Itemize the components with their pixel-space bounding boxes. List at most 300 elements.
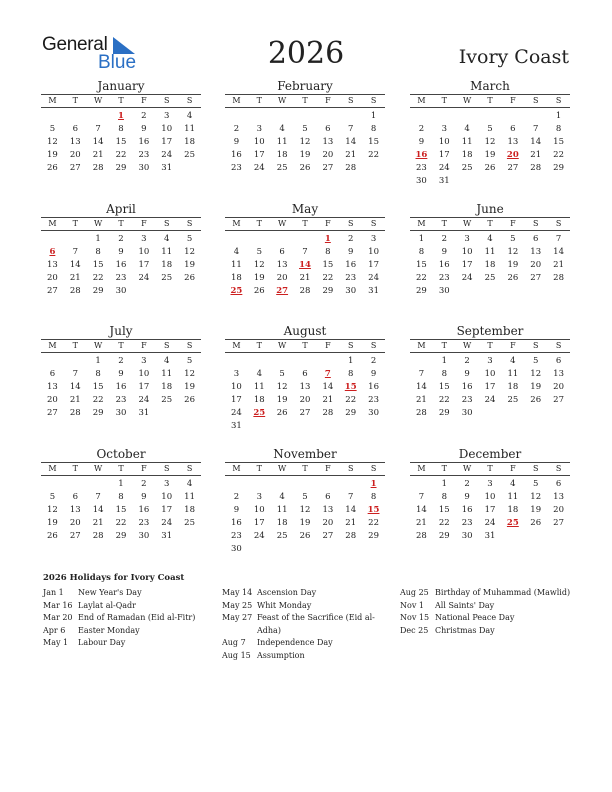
day-cell: 30 <box>138 531 150 541</box>
day-cell: 22 <box>115 150 127 160</box>
weekday-label: T <box>256 219 262 228</box>
weekday-label: F <box>141 341 147 350</box>
day-cell: 6 <box>49 369 56 379</box>
day-cell: 11 <box>276 137 288 147</box>
day-cell: 26 <box>47 163 58 173</box>
day-cell: 7 <box>418 369 425 379</box>
day-cell: 9 <box>464 369 470 379</box>
weekday-header <box>410 94 570 108</box>
empty-day-cell <box>87 478 110 491</box>
day-cell: 29 <box>345 408 357 418</box>
weekday-label: F <box>510 464 516 473</box>
day-cell: 26 <box>184 395 195 405</box>
holiday-day-cell: 25 <box>253 408 266 418</box>
day-cell: 15 <box>92 382 104 392</box>
weekday-label: W <box>94 464 103 473</box>
empty-day-cell <box>294 478 317 491</box>
day-cell: 19 <box>47 150 58 160</box>
day-cell: 21 <box>322 395 334 405</box>
day-cell: 1 <box>418 234 425 244</box>
weekday-label: T <box>302 219 308 228</box>
holiday-item <box>400 600 575 613</box>
day-cell: 30 <box>138 163 150 173</box>
holiday-name: Whit Monday <box>257 600 312 610</box>
day-cell: 25 <box>184 518 195 528</box>
day-cell: 24 <box>253 531 265 541</box>
holiday-name: New Year's Day <box>78 588 142 597</box>
month-name: February <box>277 79 333 93</box>
day-cell: 16 <box>368 382 379 392</box>
day-cell: 23 <box>345 273 357 283</box>
day-cell: 9 <box>418 137 425 147</box>
day-grid <box>41 110 201 175</box>
day-cell: 22 <box>92 395 104 405</box>
holiday-item <box>222 612 392 637</box>
day-cell: 25 <box>161 395 173 405</box>
day-cell: 12 <box>530 369 542 379</box>
day-cell: 3 <box>464 234 470 244</box>
weekday-header <box>410 217 570 231</box>
day-cell: 5 <box>533 356 539 366</box>
day-cell: 11 <box>253 382 265 392</box>
day-cell: 22 <box>322 273 334 283</box>
day-cell: 13 <box>299 382 311 392</box>
weekday-label: S <box>186 219 193 228</box>
day-cell: 12 <box>184 247 195 257</box>
month-name: December <box>458 447 522 461</box>
month-june <box>410 202 570 298</box>
month-name: July <box>109 324 133 338</box>
weekday-label: T <box>118 96 124 105</box>
weekday-label: S <box>370 96 377 105</box>
day-cell: 7 <box>348 124 354 134</box>
weekday-label: F <box>141 464 147 473</box>
day-cell: 5 <box>186 234 193 244</box>
weekday-header <box>41 217 201 231</box>
month-april <box>41 202 201 298</box>
holiday-name: Assumption <box>257 650 305 660</box>
holiday-name: Ascension Day <box>257 588 317 597</box>
logo-text-blue: Blue <box>98 52 137 73</box>
day-cell: 22 <box>438 395 450 405</box>
day-cell: 27 <box>69 163 81 173</box>
day-cell: 13 <box>47 260 58 270</box>
empty-day-cell <box>225 110 248 123</box>
day-cell: 8 <box>118 492 124 502</box>
day-cell: 21 <box>345 150 357 160</box>
day-cell: 8 <box>370 492 377 502</box>
day-cell: 20 <box>553 382 564 392</box>
empty-day-cell <box>316 110 339 123</box>
day-cell: 12 <box>47 505 58 515</box>
day-cell: 23 <box>231 163 242 173</box>
empty-day-cell <box>271 233 294 246</box>
day-cell: 3 <box>370 234 377 244</box>
day-cell: 8 <box>555 124 562 134</box>
holiday-item <box>43 600 213 613</box>
day-cell: 3 <box>164 111 170 121</box>
weekday-label: S <box>186 341 193 350</box>
day-cell: 19 <box>299 518 311 528</box>
holiday-date: May 14 <box>222 588 253 597</box>
weekday-label: S <box>347 464 354 473</box>
day-grid <box>225 355 385 433</box>
day-cell: 8 <box>370 124 377 134</box>
day-cell: 2 <box>348 234 354 244</box>
day-cell: 6 <box>325 124 331 134</box>
day-cell: 23 <box>461 518 473 528</box>
day-cell: 1 <box>95 234 101 244</box>
day-cell: 14 <box>416 505 427 515</box>
day-cell: 25 <box>484 273 496 283</box>
day-cell: 29 <box>553 163 564 173</box>
day-cell: 21 <box>69 273 81 283</box>
weekday-label: S <box>347 219 354 228</box>
day-cell: 18 <box>276 518 288 528</box>
holiday-day-cell: 1 <box>324 234 331 244</box>
day-cell: 20 <box>322 518 334 528</box>
weekday-label: W <box>463 464 472 473</box>
holiday-date: Jan 1 <box>43 588 64 597</box>
day-cell: 13 <box>69 505 81 515</box>
weekday-label: S <box>532 341 539 350</box>
holidays-title: 2026 Holidays for Ivory Coast <box>43 573 185 583</box>
empty-day-cell <box>64 478 87 491</box>
day-cell: 17 <box>161 505 173 515</box>
weekday-label: S <box>186 96 193 105</box>
empty-day-cell <box>225 233 248 246</box>
day-cell: 30 <box>438 286 450 296</box>
weekday-label: T <box>118 341 124 350</box>
day-cell: 4 <box>510 356 516 366</box>
day-cell: 16 <box>138 137 150 147</box>
day-cell: 2 <box>464 356 470 366</box>
weekday-label: M <box>232 96 241 105</box>
day-cell: 27 <box>507 163 519 173</box>
day-cell: 12 <box>184 369 195 379</box>
day-cell: 13 <box>322 137 334 147</box>
weekday-label: W <box>463 219 472 228</box>
day-cell: 26 <box>47 531 58 541</box>
day-cell: 17 <box>461 260 473 270</box>
day-cell: 25 <box>507 395 519 405</box>
day-cell: 2 <box>118 356 124 366</box>
day-cell: 25 <box>276 531 288 541</box>
day-cell: 4 <box>279 492 285 502</box>
day-cell: 15 <box>115 505 127 515</box>
day-cell: 7 <box>555 234 562 244</box>
holiday-name: End of Ramadan (Eid al-Fitr) <box>78 613 196 622</box>
day-cell: 9 <box>464 492 470 502</box>
day-cell: 18 <box>231 273 242 283</box>
day-cell: 7 <box>418 492 425 502</box>
day-cell: 17 <box>231 395 242 405</box>
day-cell: 11 <box>507 369 519 379</box>
month-november <box>225 447 385 556</box>
weekday-label: S <box>555 464 562 473</box>
day-cell: 18 <box>184 137 195 147</box>
day-cell: 29 <box>438 408 450 418</box>
weekday-label: M <box>417 341 426 350</box>
day-grid <box>41 478 201 543</box>
day-cell: 6 <box>533 234 539 244</box>
holiday-name: Birthday of Muhammad (Mawlid) <box>435 588 571 597</box>
day-cell: 5 <box>49 124 56 134</box>
holiday-name: Feast of the Sacrifice (Eid al-Adha) <box>257 613 375 635</box>
day-cell: 18 <box>161 382 173 392</box>
month-july <box>41 324 201 420</box>
weekday-label: S <box>163 219 170 228</box>
day-cell: 5 <box>256 247 262 257</box>
holiday-date: Aug 25 <box>400 588 429 597</box>
day-cell: 22 <box>368 150 379 160</box>
day-cell: 22 <box>553 150 564 160</box>
day-cell: 18 <box>507 382 519 392</box>
day-cell: 29 <box>115 163 127 173</box>
empty-day-cell <box>248 233 271 246</box>
month-september <box>410 324 570 420</box>
weekday-label: T <box>256 96 262 105</box>
day-cell: 10 <box>161 492 173 502</box>
empty-day-cell <box>479 110 502 123</box>
day-cell: 21 <box>299 273 311 283</box>
empty-day-cell <box>271 478 294 491</box>
day-cell: 24 <box>138 273 150 283</box>
day-cell: 23 <box>138 518 150 528</box>
holiday-item <box>43 612 213 625</box>
day-cell: 16 <box>231 518 242 528</box>
day-cell: 14 <box>69 260 81 270</box>
day-cell: 27 <box>322 531 334 541</box>
day-cell: 4 <box>279 124 285 134</box>
day-cell: 16 <box>438 260 450 270</box>
day-cell: 24 <box>161 518 173 528</box>
day-cell: 6 <box>302 369 308 379</box>
day-cell: 26 <box>253 286 265 296</box>
day-cell: 8 <box>441 369 447 379</box>
day-cell: 25 <box>461 163 473 173</box>
day-cell: 11 <box>461 137 473 147</box>
day-cell: 10 <box>438 137 450 147</box>
month-october <box>41 447 201 543</box>
day-cell: 23 <box>368 395 379 405</box>
weekday-label: S <box>347 341 354 350</box>
empty-day-cell <box>225 478 248 491</box>
empty-day-cell <box>225 355 248 368</box>
day-cell: 2 <box>418 124 425 134</box>
day-cell: 13 <box>69 137 81 147</box>
weekday-label: T <box>72 341 78 350</box>
holiday-date: Aug 7 <box>222 638 246 647</box>
day-cell: 1 <box>441 479 447 489</box>
day-cell: 10 <box>138 369 150 379</box>
weekday-label: S <box>532 219 539 228</box>
holiday-day-cell: 7 <box>324 369 331 379</box>
day-cell: 16 <box>345 260 357 270</box>
day-cell: 30 <box>461 408 473 418</box>
day-cell: 11 <box>231 260 242 270</box>
day-cell: 19 <box>530 382 542 392</box>
day-cell: 6 <box>279 247 285 257</box>
empty-day-cell <box>294 110 317 123</box>
month-december <box>410 447 570 543</box>
day-cell: 4 <box>164 356 170 366</box>
weekday-label: F <box>510 96 516 105</box>
day-cell: 24 <box>368 273 379 283</box>
day-cell: 24 <box>484 395 496 405</box>
holiday-day-cell: 15 <box>344 382 357 392</box>
day-cell: 29 <box>92 408 104 418</box>
weekday-label: S <box>163 96 170 105</box>
day-cell: 10 <box>461 247 473 257</box>
day-cell: 15 <box>368 137 379 147</box>
day-cell: 27 <box>47 408 58 418</box>
day-cell: 27 <box>69 531 81 541</box>
day-cell: 9 <box>233 505 240 515</box>
country-name: Ivory Coast <box>458 46 569 68</box>
empty-day-cell <box>248 355 271 368</box>
holiday-date: Mar 16 <box>43 600 73 610</box>
day-cell: 6 <box>72 124 78 134</box>
day-cell: 3 <box>141 356 147 366</box>
day-cell: 6 <box>555 356 562 366</box>
day-cell: 4 <box>464 124 470 134</box>
day-cell: 15 <box>115 137 127 147</box>
day-cell: 26 <box>299 163 311 173</box>
holiday-day-cell: 25 <box>506 518 519 528</box>
day-cell: 23 <box>461 395 473 405</box>
holiday-column <box>400 587 575 637</box>
day-cell: 18 <box>484 260 496 270</box>
day-cell: 23 <box>115 395 127 405</box>
day-cell: 10 <box>368 247 379 257</box>
weekday-label: T <box>302 341 308 350</box>
day-cell: 28 <box>345 531 357 541</box>
day-cell: 30 <box>345 286 357 296</box>
weekday-label: T <box>118 219 124 228</box>
day-cell: 1 <box>555 111 562 121</box>
day-cell: 5 <box>49 492 56 502</box>
day-cell: 21 <box>92 518 104 528</box>
month-august <box>225 324 385 433</box>
day-cell: 9 <box>141 124 147 134</box>
weekday-label: T <box>441 96 447 105</box>
weekday-label: W <box>278 464 287 473</box>
day-cell: 27 <box>553 518 564 528</box>
weekday-label: T <box>487 219 493 228</box>
day-cell: 13 <box>322 505 334 515</box>
weekday-label: T <box>441 464 447 473</box>
day-cell: 7 <box>533 124 539 134</box>
day-cell: 9 <box>348 247 354 257</box>
holiday-column <box>43 587 213 650</box>
day-cell: 7 <box>95 492 101 502</box>
weekday-label: S <box>163 341 170 350</box>
day-cell: 1 <box>441 356 447 366</box>
empty-day-cell <box>41 233 64 246</box>
day-cell: 6 <box>325 492 331 502</box>
holiday-name: National Peace Day <box>435 613 515 622</box>
weekday-label: T <box>487 464 493 473</box>
month-march <box>410 79 570 188</box>
day-cell: 9 <box>141 492 147 502</box>
day-grid <box>225 233 385 298</box>
weekday-label: T <box>487 96 493 105</box>
day-cell: 5 <box>533 479 539 489</box>
day-cell: 3 <box>233 369 240 379</box>
day-cell: 11 <box>276 505 288 515</box>
holiday-name: Christmas Day <box>435 625 495 635</box>
day-cell: 21 <box>530 150 542 160</box>
day-cell: 21 <box>553 260 564 270</box>
day-cell: 8 <box>325 247 331 257</box>
day-cell: 22 <box>368 518 379 528</box>
day-cell: 8 <box>348 369 354 379</box>
day-cell: 3 <box>164 479 170 489</box>
holiday-day-cell: 27 <box>276 286 289 296</box>
day-cell: 2 <box>464 479 470 489</box>
day-cell: 19 <box>299 150 311 160</box>
weekday-header <box>225 217 385 231</box>
day-cell: 25 <box>276 163 288 173</box>
day-cell: 27 <box>530 273 542 283</box>
holiday-name: Labour Day <box>78 638 126 647</box>
day-cell: 17 <box>368 260 379 270</box>
holiday-column <box>222 587 392 662</box>
day-cell: 8 <box>418 247 425 257</box>
day-cell: 23 <box>438 273 450 283</box>
day-cell: 19 <box>253 273 265 283</box>
day-cell: 26 <box>507 273 519 283</box>
day-cell: 11 <box>484 247 496 257</box>
day-cell: 28 <box>530 163 542 173</box>
day-cell: 24 <box>138 395 150 405</box>
day-cell: 28 <box>92 531 104 541</box>
month-name: June <box>476 202 504 216</box>
day-cell: 19 <box>47 518 58 528</box>
day-cell: 9 <box>233 137 240 147</box>
weekday-label: T <box>441 219 447 228</box>
empty-day-cell <box>410 478 433 491</box>
day-cell: 29 <box>322 286 334 296</box>
holiday-date: Nov 1 <box>400 600 424 610</box>
day-cell: 4 <box>487 234 493 244</box>
day-cell: 30 <box>461 531 473 541</box>
day-cell: 17 <box>138 260 150 270</box>
day-cell: 6 <box>555 479 562 489</box>
day-cell: 15 <box>92 260 104 270</box>
empty-day-cell <box>316 355 339 368</box>
weekday-label: S <box>370 219 377 228</box>
day-cell: 14 <box>69 382 81 392</box>
holiday-day-cell: 1 <box>118 111 124 121</box>
weekday-label: F <box>510 341 516 350</box>
day-cell: 28 <box>416 408 427 418</box>
weekday-label: S <box>186 464 193 473</box>
holiday-name: Laylat al-Qadr <box>78 600 136 610</box>
holiday-date: Aug 15 <box>222 650 251 660</box>
day-cell: 10 <box>484 492 496 502</box>
day-cell: 14 <box>345 505 357 515</box>
day-cell: 24 <box>161 150 173 160</box>
day-cell: 28 <box>553 273 564 283</box>
empty-day-cell <box>248 110 271 123</box>
day-cell: 3 <box>256 124 262 134</box>
day-cell: 10 <box>484 369 496 379</box>
holiday-date: May 25 <box>222 600 253 610</box>
day-cell: 30 <box>416 176 427 186</box>
holiday-date: Dec 25 <box>400 625 429 635</box>
